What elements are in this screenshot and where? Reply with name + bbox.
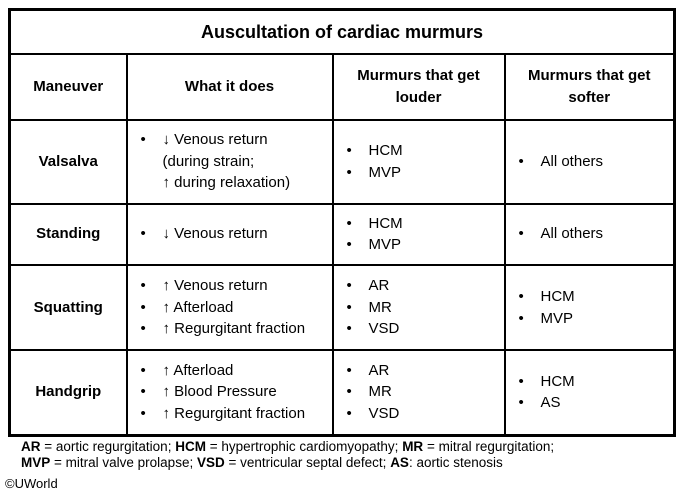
murmur-label: HCM (540, 372, 575, 390)
list-item (141, 381, 326, 403)
murmurs-louder-cell (333, 350, 505, 435)
murmurs-louder-cell (333, 204, 505, 266)
footnote-line-1: AR = aortic regurgitation; HCM = hypertrophic cardiomyopathy; MR = mitral regurgitation; (21, 439, 555, 454)
murmur-label: VSD (368, 405, 400, 423)
murmur-label: AR (368, 276, 390, 294)
table-title: Auscultation of cardiac murmurs (10, 10, 675, 54)
murmur-label: HCM (368, 141, 403, 159)
murmur-label: AS (540, 394, 561, 412)
bullet-icon (347, 234, 369, 256)
bullet-icon (141, 403, 163, 425)
murmurs-louder-cell (333, 265, 505, 350)
auscultation-table (8, 8, 676, 437)
copyright-notice: ©UWorld (5, 476, 58, 491)
list-item-text: ↓ Venous return (162, 225, 268, 243)
bullet-icon (519, 151, 541, 173)
abbreviation-footnote (21, 439, 666, 471)
bullet-icon (519, 286, 541, 308)
bullet-icon (141, 318, 163, 340)
maneuver-label: Handgrip (10, 350, 127, 435)
what-it-does-cell (127, 204, 333, 266)
list-item (141, 275, 326, 297)
column-header-softer: Murmurs that get softer (505, 54, 675, 120)
what-it-does-cell (127, 350, 333, 435)
list-item-text: ↑ Regurgitant fraction (162, 405, 306, 423)
murmurs-louder-cell (333, 120, 505, 204)
murmur-label: MR (368, 383, 392, 401)
murmur-label: MVP (540, 309, 574, 327)
table-row-handgrip (10, 350, 675, 435)
table-row-squatting (10, 265, 675, 350)
column-header-what-it-does: What it does (127, 54, 333, 120)
murmur-label: HCM (540, 287, 575, 305)
murmur-label: All others (540, 225, 604, 243)
list-item (347, 381, 498, 403)
column-header-maneuver: Maneuver (10, 54, 127, 120)
what-it-does-cell (127, 120, 333, 204)
list-item (347, 275, 498, 297)
table-row-valsalva (10, 120, 675, 204)
bullet-icon (519, 392, 541, 414)
list-item-text: ↑ Afterload (162, 298, 234, 316)
list-item (347, 403, 498, 425)
bullet-icon (519, 371, 541, 393)
bullet-icon (347, 275, 369, 297)
list-item (347, 360, 498, 382)
list-item (519, 223, 668, 245)
header-row (10, 54, 675, 120)
bullet-icon (141, 275, 163, 297)
bullet-icon (347, 403, 369, 425)
bullet-icon (347, 162, 369, 184)
bullet-icon (519, 308, 541, 330)
list-item (141, 223, 326, 245)
list-item (347, 318, 498, 340)
murmurs-softer-cell (505, 265, 675, 350)
list-item (347, 213, 498, 235)
bullet-icon (141, 129, 163, 151)
bullet-icon (347, 318, 369, 340)
list-item (141, 297, 326, 319)
maneuver-label: Squatting (10, 265, 127, 350)
bullet-icon (141, 360, 163, 382)
list-item (347, 234, 498, 256)
footnote-line-2: MVP = mitral valve prolapse; VSD = ventricular septal defect; AS: aortic stenosis (21, 454, 503, 470)
bullet-icon (347, 360, 369, 382)
bullet-icon (519, 223, 541, 245)
list-item (141, 403, 326, 425)
murmurs-softer-cell (505, 120, 675, 204)
bullet-icon (347, 140, 369, 162)
murmur-label: MVP (368, 236, 402, 254)
list-item-text: ↑ Afterload (162, 361, 234, 379)
list-item (519, 308, 668, 330)
murmur-label: VSD (368, 320, 400, 338)
column-header-louder: Murmurs that get louder (333, 54, 505, 120)
murmur-label: MR (368, 298, 392, 316)
list-item (141, 360, 326, 382)
list-item (519, 286, 668, 308)
bullet-icon (347, 297, 369, 319)
murmur-label: MVP (368, 163, 402, 181)
list-item-text: ↓ Venous return (during strain; ↑ during relaxation) (162, 130, 291, 192)
murmur-label: All others (540, 152, 604, 170)
list-item-text: ↑ Blood Pressure (162, 383, 277, 401)
bullet-icon (347, 213, 369, 235)
list-item (519, 151, 668, 173)
list-item (141, 129, 326, 194)
bullet-icon (141, 381, 163, 403)
list-item (519, 371, 668, 393)
bullet-icon (347, 381, 369, 403)
maneuver-label: Standing (10, 204, 127, 266)
maneuver-label: Valsalva (10, 120, 127, 204)
list-item (347, 297, 498, 319)
list-item (519, 392, 668, 414)
list-item-text: ↑ Regurgitant fraction (162, 320, 306, 338)
bullet-icon (141, 223, 163, 245)
list-item-text: ↑ Venous return (162, 276, 268, 294)
list-item (141, 318, 326, 340)
murmurs-softer-cell (505, 350, 675, 435)
title-row (10, 10, 675, 54)
list-item (347, 140, 498, 162)
what-it-does-cell (127, 265, 333, 350)
bullet-icon (141, 297, 163, 319)
list-item (347, 162, 498, 184)
murmur-label: AR (368, 361, 390, 379)
murmurs-softer-cell (505, 204, 675, 266)
table-row-standing (10, 204, 675, 266)
murmur-label: HCM (368, 214, 403, 232)
